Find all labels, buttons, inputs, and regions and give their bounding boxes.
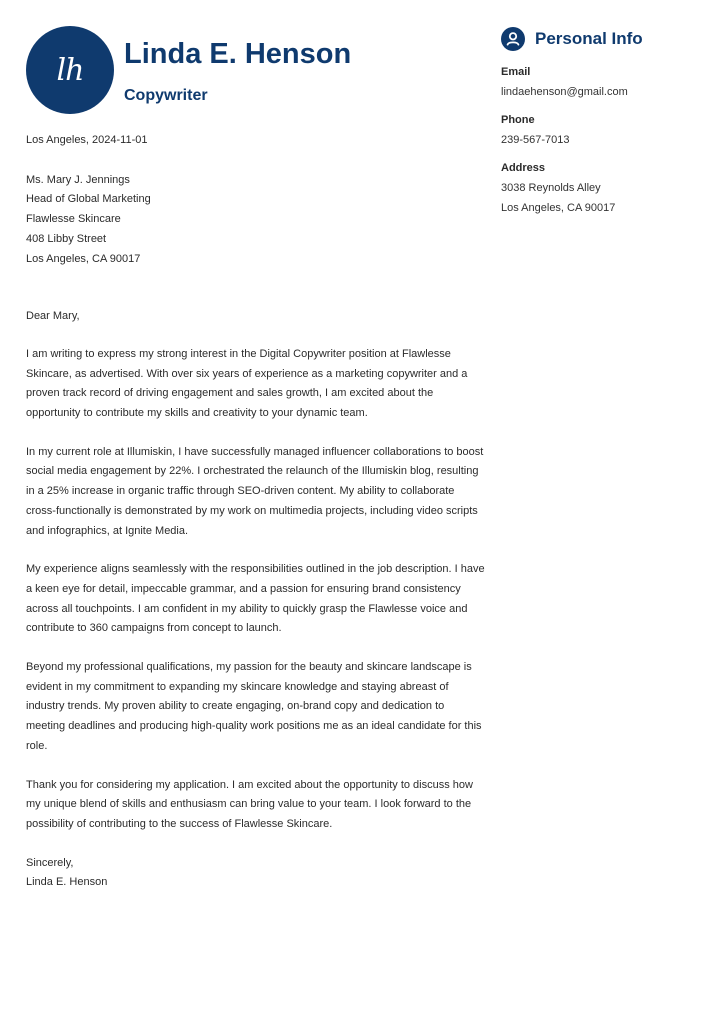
personal-info-title: Personal Info bbox=[535, 29, 643, 48]
recipient-block bbox=[26, 171, 486, 270]
letter-body bbox=[26, 131, 486, 893]
personal-info-sidebar bbox=[501, 26, 701, 226]
monogram-text: lh bbox=[56, 52, 84, 88]
email-label: Email bbox=[501, 66, 531, 78]
applicant-name: Linda E. Henson bbox=[124, 38, 352, 70]
signature-name: Linda E. Henson bbox=[26, 876, 108, 889]
personal-info-heading bbox=[501, 26, 701, 52]
paragraph-experience: In my current role at Illumiskin, I have successfully managed influencer collaborations to boost social media engagement by 22%. I orchestrated the relaunch of the Illumiskin blog, resulting in a 25% increase in organic traffic through SEO-driven content. My ability to collaborate cross-functionally is demonstrated by my work on multimedia projects, including video scripts and infographics, at Ignite Media. bbox=[26, 445, 484, 537]
phone-section bbox=[501, 110, 701, 150]
recipient-street: 408 Libby Street bbox=[26, 232, 107, 245]
person-icon bbox=[501, 27, 525, 51]
address-section bbox=[501, 158, 701, 218]
applicant-job-title: Copywriter bbox=[124, 87, 208, 104]
monogram-badge bbox=[26, 26, 114, 114]
paragraph-alignment: My experience aligns seamlessly with the responsibilities outlined in the job description. I have a keen eye for detail, impeccable grammar, and a passion for ensuring brand consistency across all touchpoints. I am confident in my ability to quickly grasp the Flawlesse voice and contribute to 360 campaigns from concept to launch. bbox=[26, 563, 485, 635]
recipient-city: Los Angeles, CA 90017 bbox=[26, 252, 141, 265]
address-line-2: Los Angeles, CA 90017 bbox=[501, 202, 616, 214]
email-section bbox=[501, 62, 701, 102]
recipient-name: Ms. Mary J. Jennings bbox=[26, 173, 130, 186]
phone-label: Phone bbox=[501, 114, 535, 126]
recipient-company: Flawlesse Skincare bbox=[26, 213, 121, 226]
date-line: Los Angeles, 2024-11-01 bbox=[26, 134, 148, 146]
recipient-title: Head of Global Marketing bbox=[26, 193, 151, 206]
paragraph-intro: I am writing to express my strong interest in the Digital Copywriter position at Flawlesse Skincare, as advertised. With over six years of experience as a marketing copywriter and a proven track record of driving engagement and sales growth, I am excited about the opportunity to contribute my skills and creativity to your dynamic team. bbox=[26, 347, 468, 420]
phone-value: 239-567-7013 bbox=[501, 134, 570, 146]
email-value: lindaehenson@gmail.com bbox=[501, 86, 628, 98]
paragraph-passion: Beyond my professional qualifications, my passion for the beauty and skincare landscape is evident in my commitment to expanding my skincare knowledge and staying abreast of industry trends. My proven ability to create engaging, on-brand copy and dedication to meeting deadlines and producing high-quality work positions me as an ideal candidate for this role. bbox=[26, 661, 482, 752]
closing-block bbox=[26, 854, 486, 893]
closing-phrase: Sincerely, bbox=[26, 856, 74, 869]
paragraph-thanks: Thank you for considering my application. I am excited about the opportunity to discuss how my unique blend of skills and enthusiasm can bring value to your team. I look forward to the possibility of contributing to the success of Flawlesse Skincare. bbox=[26, 778, 473, 830]
address-label: Address bbox=[501, 162, 546, 174]
salutation: Dear Mary, bbox=[26, 310, 80, 323]
address-line-1: 3038 Reynolds Alley bbox=[501, 182, 601, 194]
